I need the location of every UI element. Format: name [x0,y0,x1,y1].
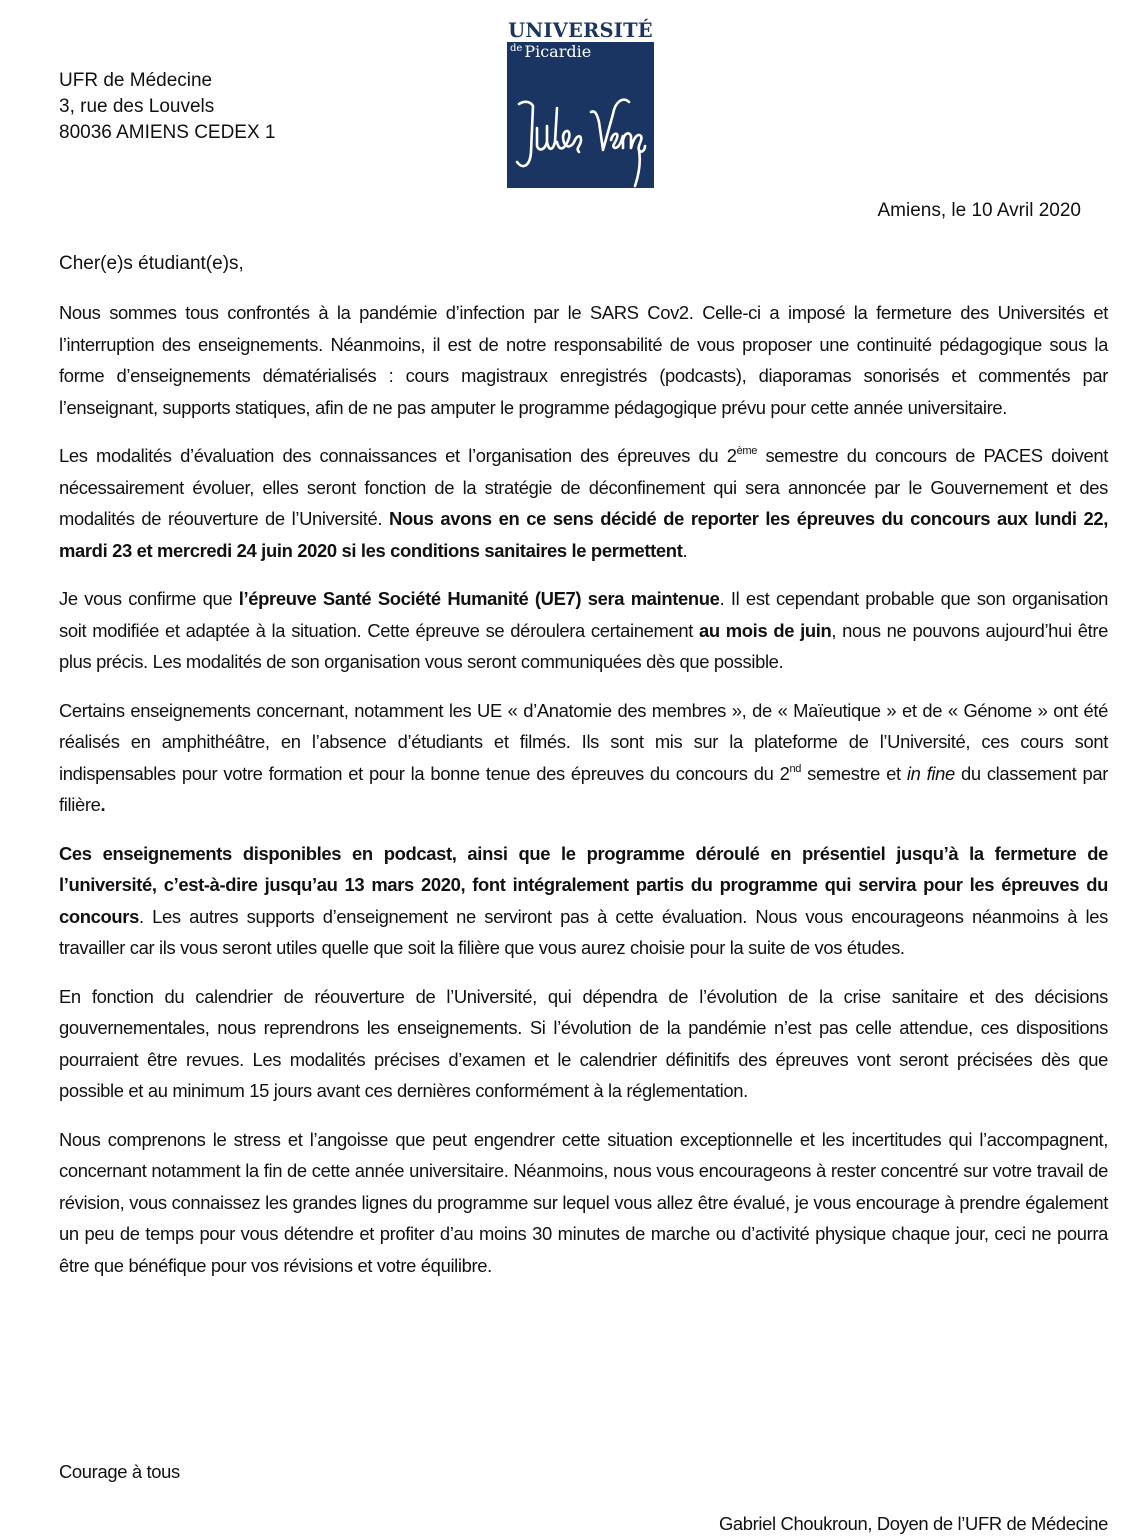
letter-date: Amiens, le 10 Avril 2020 [877,200,1081,221]
university-logo [507,20,654,188]
bold-exam-dates: Nous avons en ce sens décidé de reporter les épreuves du concours aux lundi 22, mardi 23 et mercredi 24 juin 2020 si les conditions sanitaires le permettent [59,508,1108,561]
paragraph-6: En fonction du calendrier de réouverture de l’Université, qui dépendra de l’évolution de la crise sanitaire et des décisions gouvernementales, nous reprendrons les enseignements. Si l’évolution de la pandémie n’est pas celle attendue, ces dispositions pourraient être revues. Les modalités précises d’examen et le calendrier définitifs des épreuves vont seront précisées dès que possible et au minimum 15 jours avant ces dernières conformément à la réglementation. [59,985,1108,1101]
address-line: 3, rue des Louvels [59,96,215,117]
signature: Gabriel Choukroun, Doyen de l’UFR de Médecine [718,1513,1108,1534]
logo-university-text: UNIVERSITÉ [508,19,653,42]
logo-picardie-text: $^{de}$ Picardie [510,42,592,61]
address-line: UFR de Médecine [59,70,213,91]
bold-podcast-program: Ces enseignements disponibles en podcast, ainsi que le programme déroulé en présentiel jusqu’à la fermeture de l’université, c’est-à-dire jusqu’au 13 mars 2020, font intégralement partis du programme qui servira pour les épreuves du concours [59,842,1108,927]
paragraph-4: Certains enseignements concernant, notamment les UE « d’Anatomie des membres », de « Maïeutique » et de « Génome » ont été réalisés en amphithéâtre, en l’absence d’étudiants et filmés. Ils sont mis sur la plateforme de l’Université, ces cours sont indispensables pour votre formation et pour la bonne tenue des épreuves du concours du 2nd semestre et in fine du classement par filière. [59,699,1108,815]
closing: Courage à tous [59,1461,180,1482]
paragraph-5: Ces enseignements disponibles en podcast, ainsi que le programme déroulé en présentiel jusqu’à la fermeture de l’université, c’est-à-dire jusqu’au 13 mars 2020, font intégralement partis du programme qui servira pour les épreuves du concours. Les autres supports d’enseignement ne serviront pas à cette évaluation. Nous vous encourageons néanmoins à les travailler car ils vous seront utiles quelle que soit la filière que vous aurez choisie pour la suite de vos études. [59,842,1108,958]
paragraph-7: Nous comprenons le stress et l’angoisse que peut engendrer cette situation exceptionnelle et les incertitudes qui l’accompagnent, concernant notamment la fin de cette année universitaire. Néanmoins, nous vous encourageons à rester concentré sur votre travail de révision, vous connaissez les grandes lignes du programme sur lequel vous allez être évalué, je vous encourage à prendre également un peu de temps pour vous détendre et profiter d’au moins 30 minutes de marche ou d’activité physique chaque jour, ceci ne pourra être que bénéfique pour vos révisions et votre équilibre. [59,1128,1108,1276]
jules-verne-signature-icon [511,70,651,188]
bold-june: au mois de juin [699,619,832,641]
bold-ue7: l’épreuve Santé Société Humanité (UE7) sera maintenue [238,588,720,609]
paragraph-3: Je vous confirme que l’épreuve Santé Société Humanité (UE7) sera maintenue. Il est cependant probable que son organisation soit modifiée et adaptée à la situation. Cette épreuve se déroulera certainement au mois de juin, nous ne pouvons aujourd’hui être plus précis. Les modalités de son organisation vous seront communiquées dès que possible. [59,588,1108,672]
salutation: Cher(e)s étudiant(e)s, [59,253,244,274]
paragraph-2: Les modalités d’évaluation des connaissances et l’organisation des épreuves du 2ème semestre du concours de PACES doivent nécessairement évoluer, elles seront fonction de la stratégie de déconfinement qui sera annoncée par le Gouvernement et des modalités de réouverture de l’Université. Nous avons en ce sens décidé de reporter les épreuves du concours aux lundi 22, mardi 23 et mercredi 24 juin 2020 si les conditions sanitaires le permettent. [59,445,1108,561]
address-line: 80036 AMIENS CEDEX 1 [59,122,276,143]
letter-body [59,297,1108,1298]
logo-box [507,42,654,188]
paragraph-1: Nous sommes tous confrontés à la pandémie d’infection par le SARS Cov2. Celle-ci a imposé la fermeture des Universités et l’interruption des enseignements. Néanmoins, il est de notre responsabilité de vous proposer une continuité pédagogique sous la forme d’enseignements dématérialisés : cours magistraux enregistrés (podcasts), diaporamas sonorisés et commentés par l’enseignant, supports statiques, afin de ne pas amputer le programme pédagogique prévu pour cette année universitaire. [59,302,1108,418]
sender-address [59,68,276,146]
